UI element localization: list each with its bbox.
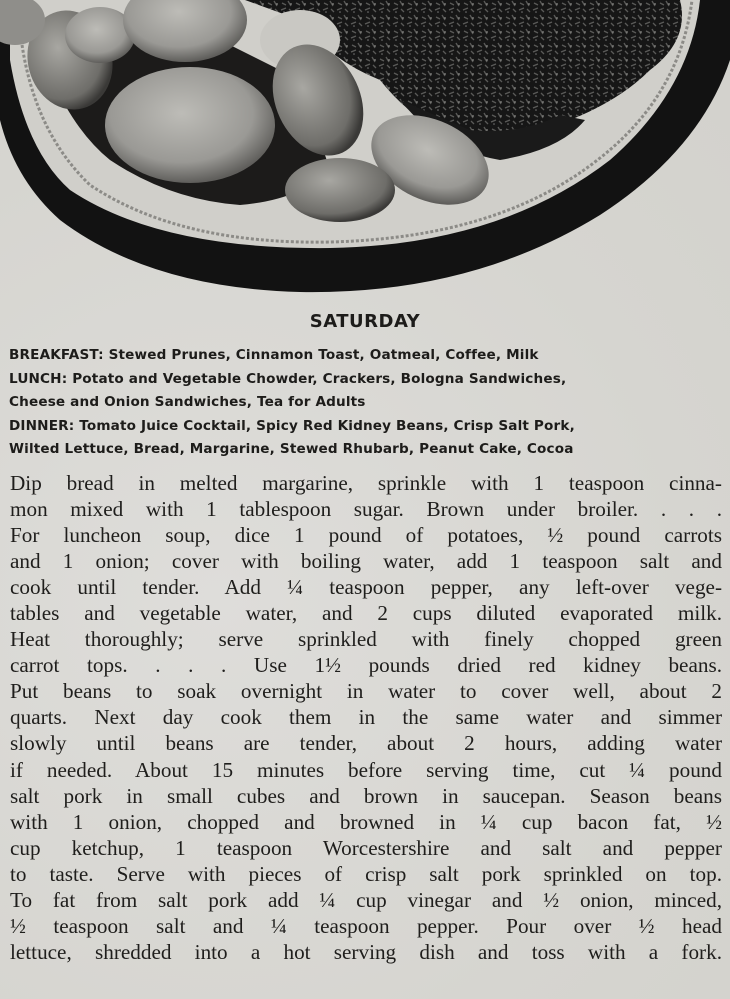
recipe-line: cup ketchup, 1 teaspoon Worcestershire and salt and pepper — [10, 835, 722, 860]
recipe-line: carrot tops. . . . Use 1½ pounds dried red kidney beans. — [10, 653, 722, 678]
food-photo — [0, 0, 730, 300]
recipe-line: To fat from salt pork add ¼ cup vinegar and ½ onion, minced, — [10, 887, 722, 912]
dinner-items: Tomato Juice Cocktail, Spicy Red Kidney Beans, Crisp Salt Pork, — [79, 417, 575, 434]
recipe-line: to taste. Serve with pieces of crisp salt pork sprinkled on top. — [10, 861, 722, 886]
recipe-line: slowly until beans are tender, about 2 hours, adding water — [10, 731, 722, 756]
daily-menu — [9, 344, 725, 462]
dinner-items-continued: Wilted Lettuce, Bread, Margarine, Stewed Rhubarb, Peanut Cake, Cocoa — [9, 441, 574, 457]
recipe-line: tables and vegetable water, and 2 cups diluted evaporated milk. — [10, 601, 722, 626]
dinner-label: DINNER: — [9, 417, 75, 434]
recipe-line: Dip bread in melted margarine, sprinkle with 1 teaspoon cinna- — [10, 471, 722, 495]
recipe-instructions — [10, 470, 722, 965]
recipe-line: Put beans to soak overnight in water to cover well, about 2 — [10, 679, 722, 704]
breakfast-label: BREAKFAST: — [9, 347, 104, 363]
recipe-line: mon mixed with 1 tablespoon sugar. Brown under broiler. . . . — [10, 497, 722, 522]
dinner-line — [9, 415, 725, 439]
recipe-line: quarts. Next day cook them in the same water and simmer — [10, 705, 722, 730]
lunch-line-continued — [9, 391, 725, 415]
recipe-line: Heat thoroughly; serve sprinkled with finely chopped green — [10, 627, 722, 652]
recipe-line: and 1 onion; cover with boiling water, add 1 teaspoon salt and — [10, 549, 722, 574]
day-title: SATURDAY — [309, 311, 421, 332]
dinner-line-continued — [9, 438, 725, 462]
breakfast-items: Stewed Prunes, Cinnamon Toast, Oatmeal, Coffee, Milk — [108, 347, 539, 363]
recipe-line: lettuce, shredded into a hot serving dish and toss with a fork. — [10, 939, 722, 964]
lunch-label: LUNCH: — [9, 370, 68, 387]
breakfast-line — [9, 344, 725, 368]
recipe-line: with 1 onion, chopped and browned in ¼ cup bacon fat, ½ — [10, 809, 722, 834]
recipe-line: if needed. About 15 minutes before serving time, cut ¼ pound — [10, 757, 722, 782]
recipe-line: For luncheon soup, dice 1 pound of potatoes, ½ pound carrots — [10, 523, 722, 548]
recipe-line: salt pork in small cubes and brown in saucepan. Season beans — [10, 783, 722, 808]
lunch-line — [9, 368, 725, 392]
food-plate-photo-icon — [0, 0, 730, 300]
lunch-items: Potato and Vegetable Chowder, Crackers, Bologna Sandwiches, — [72, 370, 567, 387]
recipe-line: ½ teaspoon salt and ¼ teaspoon pepper. Pour over ½ head — [10, 913, 722, 938]
recipe-line: cook until tender. Add ¼ teaspoon pepper, any left-over vege- — [10, 575, 722, 600]
lunch-items-continued: Cheese and Onion Sandwiches, Tea for Adults — [9, 394, 366, 410]
